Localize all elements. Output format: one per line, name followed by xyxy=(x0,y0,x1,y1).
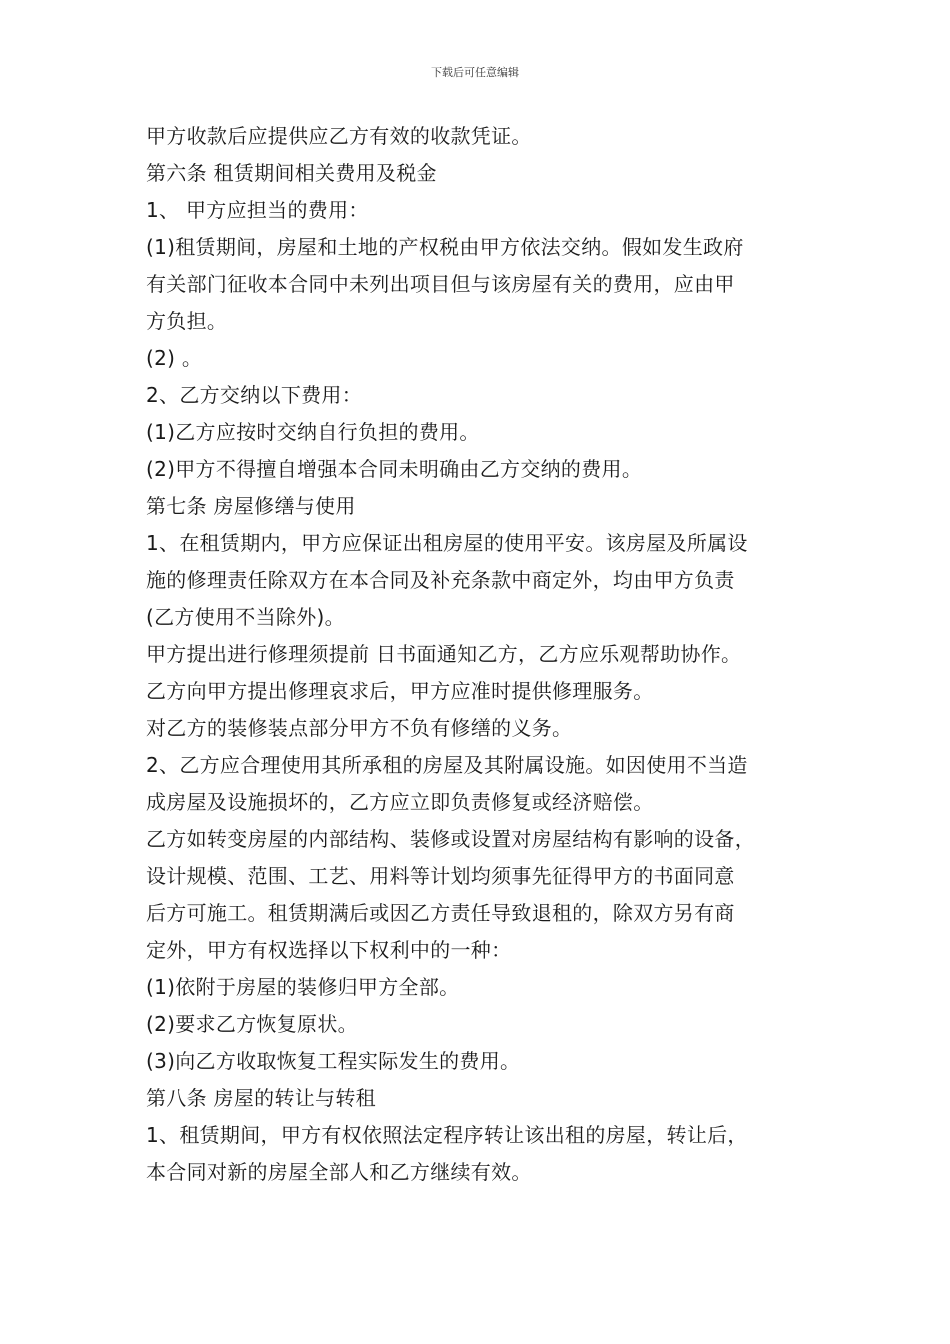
text-line: (3)向乙方收取恢复工程实际发生的费用。 xyxy=(146,1049,521,1073)
text-line: 设计规模、范围、工艺、用料等计划均须事先征得甲方的书面同意 xyxy=(146,864,735,888)
text-line: 成房屋及设施损坏的，乙方应立即负责修复或经济赔偿。 xyxy=(146,790,654,814)
text-line: 施的修理责任除双方在本合同及补充条款中商定外，均由甲方负责 xyxy=(146,568,735,592)
text-line: 方负担。 xyxy=(146,309,228,333)
text-line: 甲方收款后应提供应乙方有效的收款凭证。 xyxy=(146,124,532,148)
page-header: 下载后可任意编辑 xyxy=(431,66,519,79)
text-line: 2、乙方交纳以下费用： xyxy=(146,383,363,407)
text-line: (2) 。 xyxy=(146,346,203,370)
text-line: 1、 甲方应担当的费用： xyxy=(146,198,369,222)
section-heading: 第六条 租赁期间相关费用及税金 xyxy=(146,161,437,185)
text-line: 2、乙方应合理使用其所承租的房屋及其附属设施。如因使用不当造 xyxy=(146,753,748,777)
text-line: 对乙方的装修装点部分甲方不负有修缮的义务。 xyxy=(146,716,573,740)
text-line: 定外，甲方有权选择以下权利中的一种： xyxy=(146,938,512,962)
text-line: 后方可施工。租赁期满后或因乙方责任导致退租的，除双方另有商 xyxy=(146,901,735,925)
text-line: (1)依附于房屋的装修归甲方全部。 xyxy=(146,975,460,999)
text-line: (乙方使用不当除外)。 xyxy=(146,605,345,629)
section-heading: 第七条 房屋修缮与使用 xyxy=(146,494,356,518)
text-line: 有关部门征收本合同中未列出项目但与该房屋有关的费用，应由甲 xyxy=(146,272,735,296)
text-line: 甲方提出进行修理须提前 日书面通知乙方，乙方应乐观帮助协作。 xyxy=(146,642,742,666)
text-line: 1、在租赁期内，甲方应保证出租房屋的使用平安。该房屋及所属设 xyxy=(146,531,748,555)
text-line: (2)甲方不得擅自增强本合同未明确由乙方交纳的费用。 xyxy=(146,457,643,481)
text-line: 乙方如转变房屋的内部结构、装修或设置对房屋结构有影响的设备， xyxy=(146,827,755,851)
text-line: (1)租赁期间，房屋和土地的产权税由甲方依法交纳。假如发生政府 xyxy=(146,235,744,259)
text-line: (2)要求乙方恢复原状。 xyxy=(146,1012,358,1036)
section-heading: 第八条 房屋的转让与转租 xyxy=(146,1086,376,1110)
text-line: (1)乙方应按时交纳自行负担的费用。 xyxy=(146,420,480,444)
document-body xyxy=(146,118,826,1191)
text-line: 乙方向甲方提出修理哀求后，甲方应准时提供修理服务。 xyxy=(146,679,654,703)
text-line: 本合同对新的房屋全部人和乙方继续有效。 xyxy=(146,1160,532,1184)
text-line: 1、租赁期间，甲方有权依照法定程序转让该出租的房屋，转让后， xyxy=(146,1123,748,1147)
